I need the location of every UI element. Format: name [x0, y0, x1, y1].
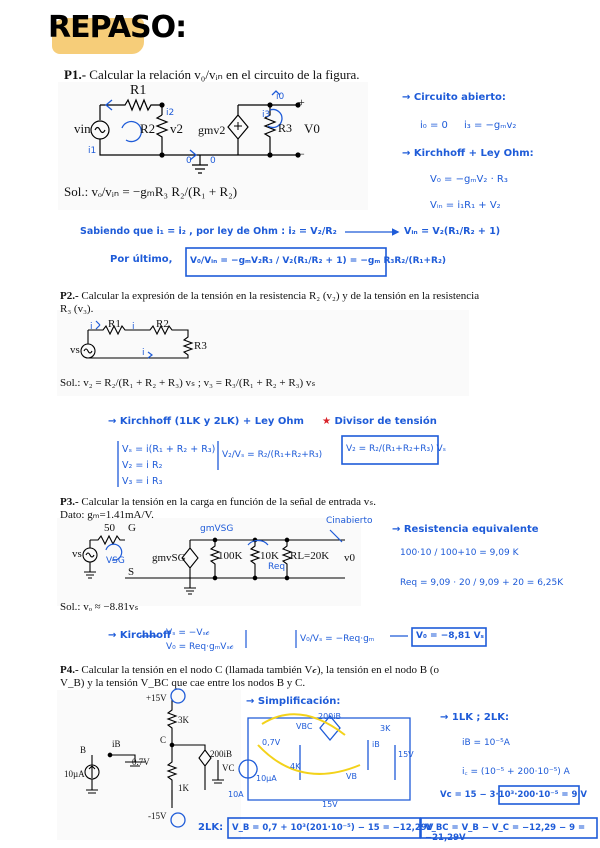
p3-note-result: V₀ = −8,81 Vₛ: [416, 631, 484, 641]
p3-solution: Sol.: vₒ ≈ −8.81vₛ: [60, 601, 139, 613]
p3-note-vs: Vₛ = −Vₛ𝒸: [166, 628, 210, 638]
p3-label-S: S: [128, 566, 135, 578]
page-title: REPASO:: [48, 10, 187, 45]
p2-note-eq1: Vₛ = i(R₁ + R₂ + R₃): [122, 444, 216, 455]
p1-note-ratio: V₀/Vᵢₙ = −gₘV₂R₃ / V₂(R₁/R₂ + 1) = −gₘ R₃R₂/(R₁+R₂): [190, 256, 447, 266]
p2-question: [60, 290, 480, 316]
p4-simp-label-1: 200iB: [318, 712, 341, 721]
p4-simp-label-5: 4K: [290, 762, 301, 771]
p1-label-gmv2: gmv2: [198, 123, 226, 137]
p1-note-por-ultimo: Por último,: [110, 254, 173, 265]
p4-simp-label-7: 10A: [228, 790, 244, 799]
p3-label-vsg: VSG: [106, 556, 125, 566]
p4-simp-label-10: VB: [346, 772, 357, 781]
p3-label-100k: 100K: [218, 550, 243, 562]
p3-note-ratio: V₀/Vₛ = −Req·gₘ: [300, 634, 375, 644]
p2-label-i1: i: [90, 322, 93, 332]
p4-label-C: C: [160, 735, 167, 745]
p3-label-gmvsg: gmvSG: [152, 552, 186, 564]
p2-label-i3: i: [142, 348, 145, 358]
p2-label: P2.-: [60, 290, 79, 302]
p1-label-v0: V0: [304, 121, 320, 136]
p1-label-R3: R3: [278, 121, 293, 135]
p1-label-i0: i0: [276, 92, 285, 102]
p1-note-vin: Vᵢₙ = i₁R₁ + V₂: [430, 200, 501, 211]
p4-simp-label-8: 15V: [322, 800, 338, 809]
p1-label-node0-a: 0: [210, 156, 216, 166]
p3-label-req: Req: [268, 562, 286, 572]
p4-simp-label-0: 0,7V: [262, 738, 281, 747]
p4-note-ib: iB = 10⁻⁵A: [462, 738, 510, 748]
p2-note-divisor-text: Divisor de tensión: [334, 416, 437, 427]
p3-label-G: G: [128, 522, 136, 534]
p1-label-i3: i3: [262, 110, 271, 120]
p4-label-200ib: 200iB: [210, 749, 233, 759]
p2-label-vs: vs: [70, 344, 80, 356]
p4-label-vc: VC: [222, 763, 235, 773]
p1-label-v2: v2: [170, 121, 183, 136]
p4-label-3k: 3K: [178, 715, 189, 725]
p2-label-R3: R3: [194, 340, 207, 352]
p4-label-B: B: [80, 745, 87, 755]
p3-note-r1: 100·10 / 100+10 = 9,09 K: [400, 548, 519, 558]
p1-note-sabiendo: Sabiendo que i₁ = i₂ , por ley de Ohm : i₂ = V₂/R₂: [80, 226, 337, 237]
p3-label-v0: v0: [344, 552, 355, 564]
p2-note-divisor: ★ Divisor de tensión: [322, 416, 437, 427]
p1-label-R1: R1: [130, 83, 147, 98]
p1-label-R2: R2: [140, 121, 156, 136]
p3-text: Calcular la tensión en la carga en función de la señal de entrada vₛ.: [81, 496, 377, 508]
p1-note-kirchhoff: → Kirchhoff + Ley Ohm:: [402, 148, 534, 159]
p4-note-lk: → 1LK ; 2LK:: [440, 712, 509, 723]
p2-label-i2: i: [132, 322, 135, 332]
p3-note-req: Req = 9,09 · 20 / 9,09 + 20 = 6,25K: [400, 578, 564, 588]
p1-label-node0-b: 0: [186, 156, 192, 166]
p3-note-kirchhoff: → Kirchhoff: [108, 630, 172, 641]
p1-label-minus: −: [298, 147, 305, 161]
p4-simp-label-9: VBC: [296, 722, 313, 731]
p3-label-gmvsg-hand: gmVSG: [200, 524, 234, 534]
p3-dato: Dato: gₘ=1.41mA/V.: [60, 509, 154, 521]
p4-simp-label-6: 10µA: [256, 774, 277, 783]
p1-label-vin: vin: [74, 121, 91, 136]
p1-label-i2: i2: [166, 108, 175, 118]
p2-note-ratio: V₂/Vₛ = R₂/(R₁+R₂+R₃): [222, 450, 323, 460]
p4-label-07v: 0.7V: [132, 757, 150, 767]
p4-note-vbc: V_BC = V_B − V_C = −12,29 − 9 = −21,29V: [425, 823, 586, 843]
p4-note-2lk: 2LK:: [198, 822, 224, 833]
p1-note-i3: i₃ = −gₘv₂: [464, 120, 517, 131]
p4-label-ib: iB: [112, 739, 121, 749]
p4-label: P4.-: [60, 664, 79, 676]
p1-label-plus: +: [298, 95, 305, 109]
p1-note-vin-result: Vᵢₙ = V₂(R₁/R₂ + 1): [404, 226, 501, 237]
p4-label-15v: +15V: [146, 693, 167, 703]
p4-question: [60, 664, 440, 690]
p4-label-1k: 1K: [178, 783, 189, 793]
p2-note-kirchhoff: → Kirchhoff (1LK y 2LK) + Ley Ohm: [108, 416, 304, 427]
p4-text: Calcular la tensión en el nodo C (llamada también V𝒸), la tensión en el nodo B (o V_B) y la tensión V_BC que cae entre los nodos B y C.: [60, 664, 440, 689]
p4-note-simplificacion: → Simplificación:: [246, 696, 341, 707]
p4-simp-label-3: 15V: [398, 750, 414, 759]
p1-label: P1.-: [64, 67, 87, 82]
p1-note-i0: i₀ = 0: [420, 120, 448, 131]
p3-label: P3.-: [60, 496, 79, 508]
p2-note-eq2: V₂ = i R₂: [122, 460, 163, 471]
p3-question: [60, 496, 480, 509]
p1-note-v0: V₀ = −gₘV₂ · R₃: [430, 174, 508, 185]
p1-solution: Sol.: vₒ/vᵢₙ = −gₘR₃ R₂/(R₁ + R₂): [64, 184, 238, 199]
p4-note-vc: Vc = 15 − 3·10³·200·10⁻⁵ = 9 V: [440, 790, 587, 800]
p4-note-ic: i꜀ = (10⁻⁵ + 200·10⁻⁵) A: [462, 767, 570, 777]
p4-simp-label-4: iB: [372, 740, 380, 749]
p1-note-open-circuit: → Circuito abierto:: [402, 92, 506, 103]
p3-label-circuito: Cinabierto: [326, 516, 373, 526]
p4-label-minus15v: -15V: [148, 811, 167, 821]
p4-simp-label-2: 3K: [380, 724, 391, 733]
p3-label-50: 50: [104, 522, 115, 534]
p3-label-rl: RL=20K: [290, 550, 330, 562]
p1-label-i1: i1: [88, 146, 97, 156]
p2-note-boxed: V₂ = R₂/(R₁+R₂+R₃) Vₛ: [346, 444, 446, 454]
p2-note-eq3: V₃ = i R₃: [122, 476, 163, 487]
p2-solution: Sol.: v₂ = R₂/(R₁ + R₂ + R₃) vₛ ; v₃ = R₃/(R₁ + R₂ + R₃) vₛ: [60, 377, 316, 389]
p1-text: Calcular la relación v₀/vᵢₙ en el circuito de la figura.: [89, 67, 360, 82]
p2-label-R2: R2: [156, 318, 169, 330]
p2-label-R1: R1: [108, 318, 121, 330]
p4-label-10ua: 10µA: [64, 769, 85, 779]
p3-note-v0: V₀ = Req·gₘVₛ𝒸: [166, 642, 234, 652]
p3-label-vs: vs: [72, 548, 82, 560]
p2-text: Calcular la expresión de la tensión en la resistencia R₂ (v₂) y de la tensión en la resistencia R₃ (v₃).: [60, 290, 480, 315]
p4-note-vb: V_B = 0,7 + 10³(201·10⁻⁵) − 15 = −12,29V: [232, 823, 434, 833]
p3-note-resistencia: → Resistencia equivalente: [392, 524, 539, 535]
p3-label-10k: 10K: [260, 550, 279, 562]
